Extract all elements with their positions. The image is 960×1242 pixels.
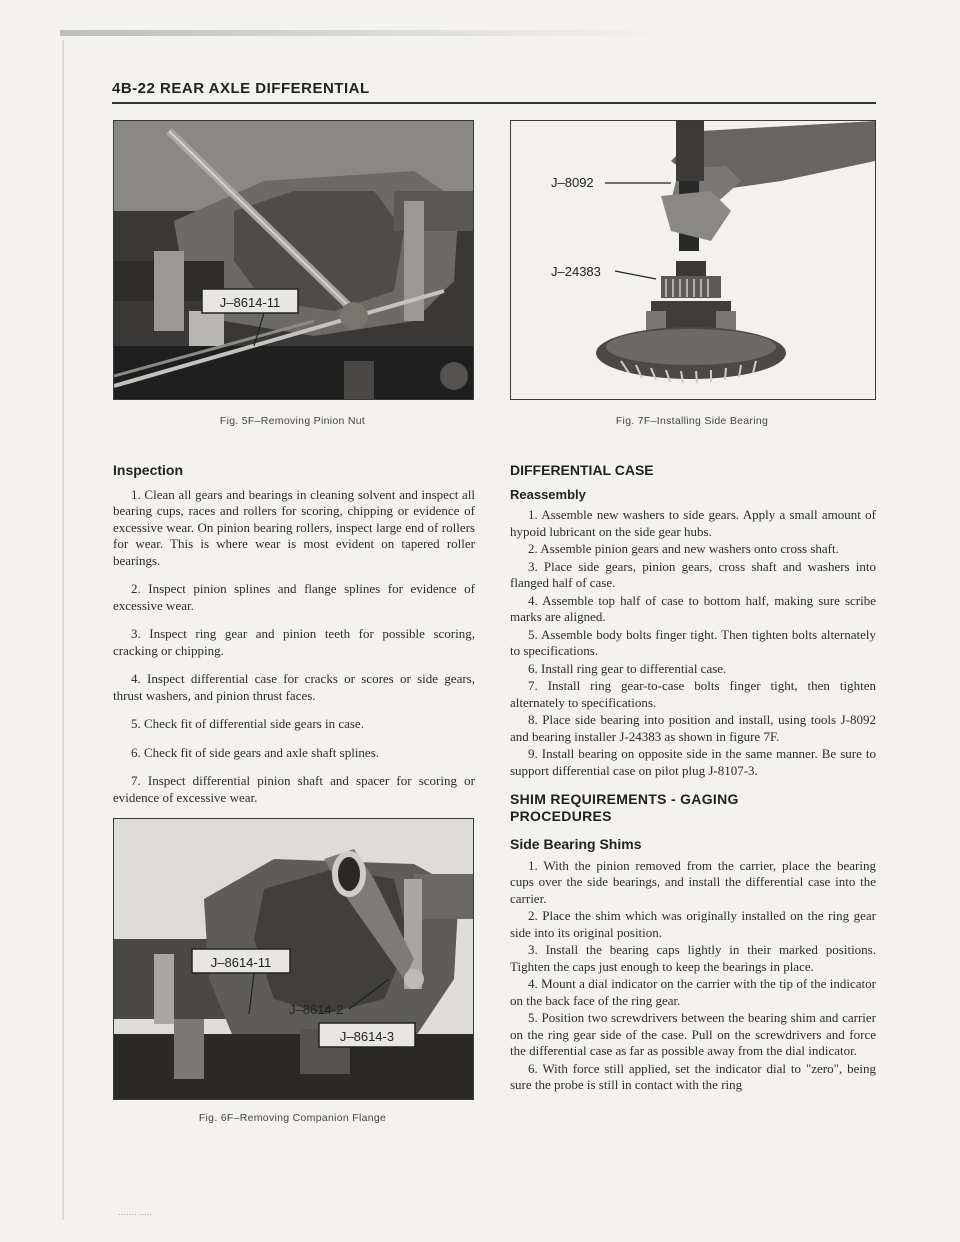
figure-6f-photo xyxy=(113,818,474,1100)
figure-6f-caption: Fig. 6F–Removing Companion Flange xyxy=(198,1112,387,1124)
reassembly-subheading: Reassembly xyxy=(510,486,586,502)
reassembly-item: 8. Place side bearing into position and install, using tools J-8092 and bearing installer J-24383 as shown in figure 7F. xyxy=(510,712,876,744)
shim-heading-line-2: PROCEDURES xyxy=(510,807,612,824)
reassembly-item: 2. Assemble pinion gears and new washers onto cross shaft. xyxy=(528,541,839,556)
shim-item: 4. Mount a dial indicator on the carrier with the tip of the indicator on the back face of the ring gear. xyxy=(510,976,876,1008)
shim-item: 3. Install the bearing caps lightly in their marked positions. Tighten the caps just enough to keep the bearings in place. xyxy=(510,942,876,974)
figure-5f-photo xyxy=(113,120,474,400)
fig6f-tool-label-2: J–8614-2 xyxy=(289,1002,344,1017)
fig7f-tool-label-1: J–8092 xyxy=(551,175,594,190)
shim-heading-line-1: SHIM REQUIREMENTS - GAGING xyxy=(510,791,739,807)
shim-heading xyxy=(510,791,876,824)
inspection-item: 5. Check fit of differential side gears in case. xyxy=(131,716,364,731)
reassembly-item: 6. Install ring gear to differential case. xyxy=(528,660,727,676)
inspection-item: 7. Inspect differential pinion shaft and spacer for scoring or evidence of excessive wear. xyxy=(113,773,475,805)
shim-item: 5. Position two screwdrivers between the bearing shim and carrier on the ring gear side of the case. Pull on the screwdrivers and force the differential case as far as possible away from the dial indicator. xyxy=(510,1010,876,1058)
figure-6f-illustration xyxy=(114,819,473,1099)
reassembly-item: 3. Place side gears, pinion gears, cross shaft and washers into flanged half of case. xyxy=(510,558,876,590)
reassembly-item: 5. Assemble body bolts finger tight. Then tighten bolts alternately to specifications. xyxy=(510,626,876,658)
page-edge xyxy=(62,40,64,1220)
page-title: 4B-22 REAR AXLE DIFFERENTIAL xyxy=(112,80,370,97)
left-column xyxy=(113,462,475,818)
fig5f-tool-label: J–8614-11 xyxy=(219,295,281,310)
figure-5f-caption: Fig. 5F–Removing Pinion Nut xyxy=(219,415,366,427)
shim-item: 1. With the pinion removed from the carrier, place the bearing cups over the side bearings, and install the differential case into the carrier. xyxy=(510,857,876,906)
inspection-item: 6. Check fit of side gears and axle shaft splines. xyxy=(131,744,380,760)
inspection-heading: Inspection xyxy=(113,462,184,478)
page-header xyxy=(112,80,876,108)
differential-case-heading: DIFFERENTIAL CASE xyxy=(510,462,654,478)
figure-7f-illustration xyxy=(511,121,875,399)
reassembly-item: 4. Assemble top half of case to bottom half, making sure scribe marks are aligned. xyxy=(510,592,876,624)
right-column xyxy=(510,462,876,1095)
inspection-item: 3. Inspect ring gear and pinion teeth for possible scoring, cracking or chipping. xyxy=(113,626,475,658)
footer-mark: ······· ····· xyxy=(118,1210,153,1219)
shim-item: 2. Place the shim which was originally installed on the ring gear side into its original position. xyxy=(510,908,876,940)
figure-7f-photo xyxy=(510,120,876,400)
shim-item: 6. With force still applied, set the indicator dial to "zero", being sure the probe is still in contact with the ring xyxy=(510,1060,876,1092)
inspection-item: 2. Inspect pinion splines and flange splines for evidence of excessive wear. xyxy=(113,581,475,613)
reassembly-item: 1. Assemble new washers to side gears. Apply a small amount of hypoid lubricant on the side gear hubs. xyxy=(510,507,876,539)
figure-5f-illustration xyxy=(114,121,473,399)
side-bearing-shims-subheading: Side Bearing Shims xyxy=(510,836,642,852)
inspection-item: 4. Inspect differential case for cracks or scores or side gears, thrust washers, and pinion thrust faces. xyxy=(113,671,475,703)
reassembly-item: 9. Install bearing on opposite side in the same manner. Be sure to support differential case on pilot plug J-8107-3. xyxy=(510,746,876,778)
page-shadow xyxy=(60,30,660,36)
reassembly-item: 7. Install ring gear-to-case bolts finger tight, then tighten alternately to specifications. xyxy=(510,678,876,710)
figure-7f-caption: Fig. 7F–Installing Side Bearing xyxy=(615,415,769,427)
fig6f-tool-label-1: J–8614-11 xyxy=(210,955,272,970)
fig6f-tool-label-3: J–8614-3 xyxy=(339,1029,395,1044)
fig7f-tool-label-2: J–24383 xyxy=(551,264,601,279)
inspection-item: 1. Clean all gears and bearings in cleaning solvent and inspect all bearing cups, races and rollers for scoring, chipping or evidence of excessive wear. On pinion bearing rollers, inspect large end of rollers for wear. This is where wear is most evident on tapered roller bearings. xyxy=(113,486,475,568)
header-rule xyxy=(112,102,876,104)
